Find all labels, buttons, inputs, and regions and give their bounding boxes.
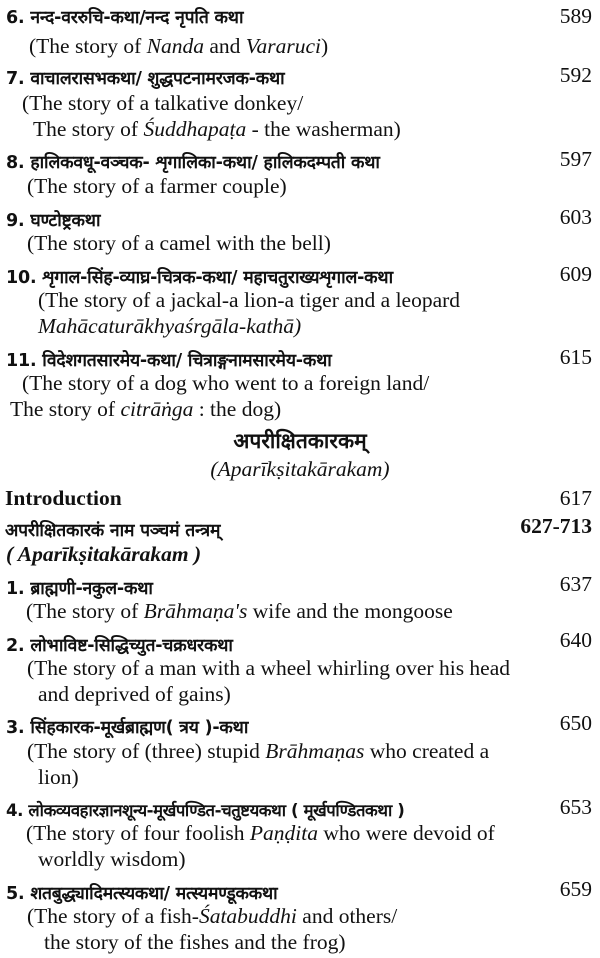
entry-page-number: 637	[559, 572, 592, 596]
entry-page-number: 597	[559, 147, 592, 171]
entry-description: (The story of four foolish Paṇḍita who were devoid of	[26, 821, 495, 845]
section-subheading: (Aparīkṣitakārakam)	[210, 457, 390, 481]
entry-description: (The story of a farmer couple)	[27, 174, 287, 198]
entry-description: worldly wisdom)	[38, 847, 186, 871]
entry-title: 9. घण्टोष्ट्रकथा	[6, 211, 101, 231]
entry-page-number: 640	[559, 628, 592, 652]
entry-title: 5. शतबुद्ध्यादिमत्स्यकथा/ मत्स्यमण्डूककथा	[6, 884, 278, 904]
entry-description: (The story of a man with a wheel whirling over his head	[27, 656, 511, 680]
entry-page-number: 609	[559, 262, 592, 286]
entry-description: Mahācaturākhyaśrgāla-kathā)	[38, 314, 302, 338]
entry-description: (The story of a jackal-a lion-a tiger and a leopard	[38, 288, 461, 312]
entry-title: 4. लोकव्यवहारज्ञानशून्य-मूर्खपण्डित-चतुष्टयकथा ( मूर्खपण्डितकथा )	[6, 801, 405, 820]
section-heading: अपरीक्षितकारकम्	[233, 429, 367, 453]
entry-description: lion)	[38, 765, 79, 789]
entry-page-number: 615	[559, 345, 592, 369]
introduction-label: Introduction	[5, 486, 122, 510]
entry-description: (The story of (three) stupid Brāhmaṇas who created a	[27, 739, 490, 763]
entry-description: (The story of Nanda and Vararuci)	[29, 34, 329, 58]
entry-description: (The story of a fish-Śatabuddhi and others/	[27, 904, 398, 928]
entry-description: the story of the fishes and the frog)	[44, 930, 346, 954]
entry-description: The story of citrāṅga : the dog)	[10, 397, 282, 421]
entry-title: 10. शृगाल-सिंह-व्याघ्र-चित्रक-कथा/ महाचतुराख्यशृगाल-कथा	[6, 268, 393, 288]
entry-page-number: 589	[559, 4, 592, 28]
entry-page-number: 659	[559, 877, 592, 901]
entry-title: 3. सिंहकारक-मूर्खब्राह्मण( त्रय )-कथा	[6, 718, 249, 738]
entry-page-number: 650	[559, 711, 592, 735]
tantra-title: अपरीक्षितकारकं नाम पञ्चमं तन्त्रम्	[5, 521, 221, 541]
tantra-roman-title: ( Aparīkṣitakārakam )	[6, 542, 202, 566]
tantra-page-range: 627-713	[520, 514, 592, 538]
entry-description: and deprived of gains)	[38, 682, 231, 706]
entry-description: (The story of Brāhmaṇa's wife and the mongoose	[26, 599, 453, 623]
entry-description: (The story of a talkative donkey/	[22, 91, 304, 115]
entry-title: 7. वाचालरासभकथा/ शुद्धपटनामरजक-कथा	[6, 69, 285, 89]
entry-title: 11. विदेशगतसारमेय-कथा/ चित्राङ्गनामसारमेय-कथा	[6, 351, 332, 371]
entry-title: 8. हालिकवधू-वञ्चक- शृगालिका-कथा/ हालिकदम्पती कथा	[6, 153, 380, 173]
entry-title: 6. नन्द-वररुचि-कथा/नन्द नृपति कथा	[6, 8, 244, 28]
entry-title: 1. ब्राह्मणी-नकुल-कथा	[6, 579, 153, 599]
entry-page-number: 592	[559, 63, 592, 87]
entry-title: 2. लोभाविष्ट-सिद्धिच्युत-चक्रधरकथा	[6, 636, 233, 656]
entry-description: The story of Śuddhapaṭa - the washerman)	[33, 117, 401, 141]
introduction-page-number: 617	[559, 486, 592, 510]
entry-page-number: 603	[559, 205, 592, 229]
entry-page-number: 653	[559, 795, 592, 819]
entry-description: (The story of a dog who went to a foreign land/	[22, 371, 430, 395]
entry-description: (The story of a camel with the bell)	[27, 231, 331, 255]
